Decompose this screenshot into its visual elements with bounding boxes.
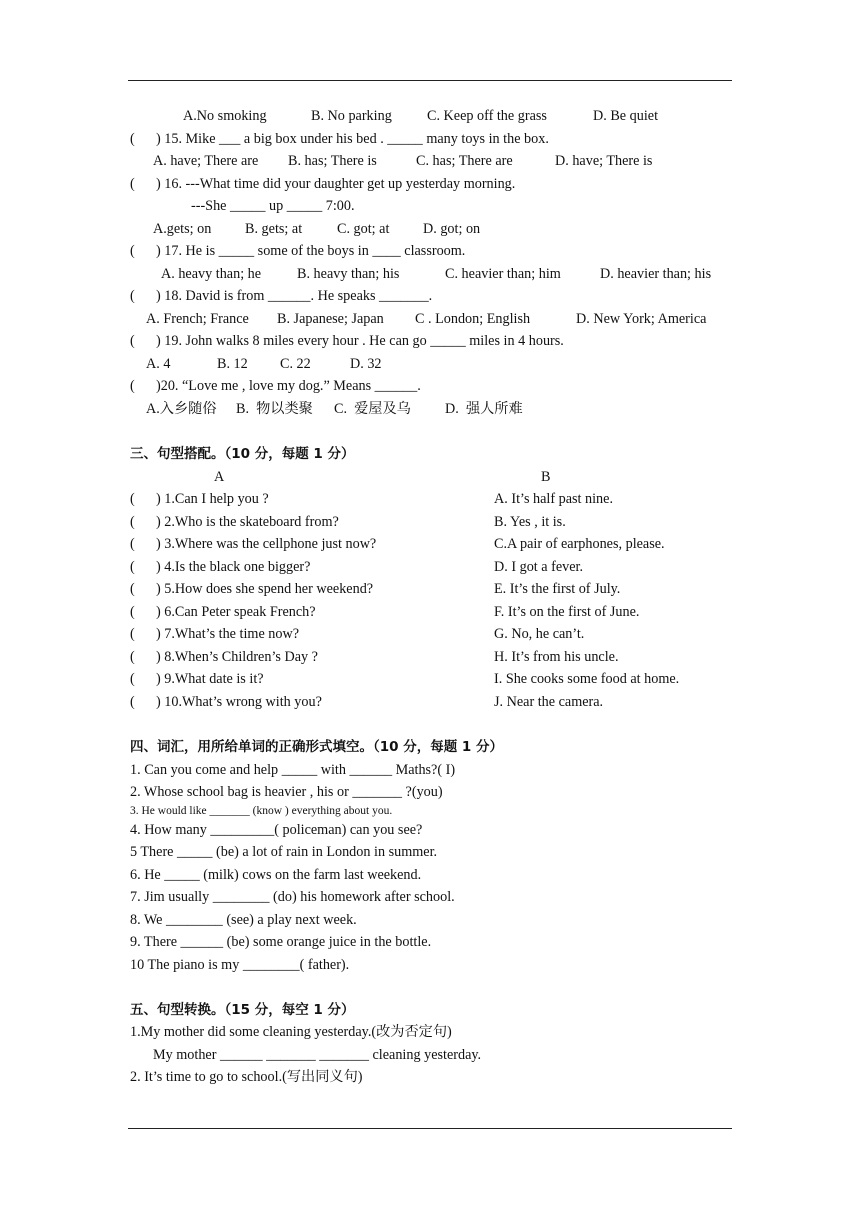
match-question-1: ( ) 1.Can I help you ? <box>130 491 269 507</box>
match-question-2: ( ) 2.Who is the skateboard from? <box>130 514 339 530</box>
match-question-3: ( ) 3.Where was the cellphone just now? <box>130 536 377 552</box>
section4-heading: 四、词汇，用所给单词的正确形式填空。（10 分，每题 1 分） <box>130 739 504 755</box>
q16-option-c: C. got; at <box>337 221 390 237</box>
match-answer-c: C.A pair of earphones, please. <box>494 536 665 552</box>
q17-option-c: C. heavier than; him <box>445 266 561 282</box>
q14-option-d: D. Be quiet <box>593 108 659 124</box>
vocab-item-6: 6. He _____ (milk) cows on the farm last weekend. <box>130 867 422 883</box>
q17-option-b: B. heavy than; his <box>297 266 400 282</box>
match-answer-f: F. It’s on the first of June. <box>494 604 640 620</box>
q20-stem: ( )20. “Love me , love my dog.” Means ______. <box>130 378 421 394</box>
q20-option-b: B. 物以类聚 <box>236 401 313 417</box>
match-answer-b: B. Yes , it is. <box>494 514 566 530</box>
q17-stem: ( ) 17. He is _____ some of the boys in ____ classroom. <box>130 243 466 259</box>
q18-option-c: C . London; English <box>415 311 531 327</box>
vocab-item-2: 2. Whose school bag is heavier , his or _______ ?(you) <box>130 784 443 800</box>
q17-option-a: A. heavy than; he <box>161 266 262 282</box>
q20-option-c: C. 爱屋及乌 <box>334 401 411 417</box>
q15-stem: ( ) 15. Mike ___ a big box under his bed . _____ many toys in the box. <box>130 131 549 147</box>
q16-option-a: A.gets; on <box>153 221 212 237</box>
q17-option-d: D. heavier than; his <box>600 266 712 282</box>
match-question-8: ( ) 8.When’s Children’s Day ? <box>130 649 318 665</box>
section5-heading: 五、句型转换。（15 分，每空 1 分） <box>130 1002 355 1018</box>
q18-stem: ( ) 18. David is from ______. He speaks _______. <box>130 288 433 304</box>
q19-stem: ( ) 19. John walks 8 miles every hour . He can go _____ miles in 4 hours. <box>130 333 564 349</box>
q16-option-b: B. gets; at <box>245 221 303 237</box>
q18-option-a: A. French; France <box>146 311 249 327</box>
vocab-item-5: 5 There _____ (be) a lot of rain in London in summer. <box>130 844 438 860</box>
match-answer-a: A. It’s half past nine. <box>494 491 613 507</box>
transform-question-1: 1.My mother did some cleaning yesterday.(改为否定句) <box>130 1024 452 1040</box>
match-answer-j: J. Near the camera. <box>494 694 604 710</box>
vocab-item-10: 10 The piano is my ________( father). <box>130 957 350 973</box>
q20-option-a: A.入乡随俗 <box>146 401 217 417</box>
q18-option-d: D. New York; America <box>576 311 707 327</box>
match-question-9: ( ) 9.What date is it? <box>130 671 264 687</box>
footer-rule <box>128 1128 732 1129</box>
vocab-item-4: 4. How many _________( policeman) can you see? <box>130 822 423 838</box>
q19-option-a: A. 4 <box>146 356 171 372</box>
vocab-item-9: 9. There ______ (be) some orange juice in the bottle. <box>130 934 432 950</box>
section3-column-a-label: A <box>214 469 225 485</box>
vocab-item-3: 3. He would like _______ (know ) everything about you. <box>130 805 393 817</box>
q15-option-a: A. have; There are <box>153 153 259 169</box>
transform-answer-line-1: My mother ______ _______ _______ cleaning yesterday. <box>153 1047 482 1063</box>
transform-question-2: 2. It’s time to go to school.(写出同义句) <box>130 1069 363 1085</box>
q20-option-d: D. 强人所难 <box>445 401 523 417</box>
match-question-7: ( ) 7.What’s the time now? <box>130 626 300 642</box>
match-question-6: ( ) 6.Can Peter speak French? <box>130 604 316 620</box>
q16-stem-answer: ---She _____ up _____ 7:00. <box>191 198 355 214</box>
match-question-5: ( ) 5.How does she spend her weekend? <box>130 581 374 597</box>
q19-option-b: B. 12 <box>217 356 248 372</box>
q18-option-b: B. Japanese; Japan <box>277 311 384 327</box>
vocab-item-8: 8. We ________ (see) a play next week. <box>130 912 357 928</box>
match-answer-h: H. It’s from his uncle. <box>494 649 619 665</box>
vocab-item-1: 1. Can you come and help _____ with ______ Maths?( I) <box>130 762 456 778</box>
section3-heading: 三、句型搭配。（10 分，每题 1 分） <box>130 446 355 462</box>
q15-option-d: D. have; There is <box>555 153 653 169</box>
q14-option-c: C. Keep off the grass <box>427 108 547 124</box>
q19-option-d: D. 32 <box>350 356 382 372</box>
match-question-10: ( ) 10.What’s wrong with you? <box>130 694 322 710</box>
q19-option-c: C. 22 <box>280 356 311 372</box>
q14-option-a: A.No smoking <box>183 108 267 124</box>
q16-option-d: D. got; on <box>423 221 481 237</box>
q15-option-c: C. has; There are <box>416 153 513 169</box>
section3-column-b-label: B <box>541 469 551 485</box>
vocab-item-7: 7. Jim usually ________ (do) his homework after school. <box>130 889 455 905</box>
q16-stem: ( ) 16. ---What time did your daughter get up yesterday morning. <box>130 176 516 192</box>
header-rule <box>128 80 732 81</box>
q14-option-b: B. No parking <box>311 108 392 124</box>
q15-option-b: B. has; There is <box>288 153 377 169</box>
match-answer-d: D. I got a fever. <box>494 559 584 575</box>
match-answer-e: E. It’s the first of July. <box>494 581 621 597</box>
match-answer-i: I. She cooks some food at home. <box>494 671 680 687</box>
match-answer-g: G. No, he can’t. <box>494 626 585 642</box>
match-question-4: ( ) 4.Is the black one bigger? <box>130 559 311 575</box>
